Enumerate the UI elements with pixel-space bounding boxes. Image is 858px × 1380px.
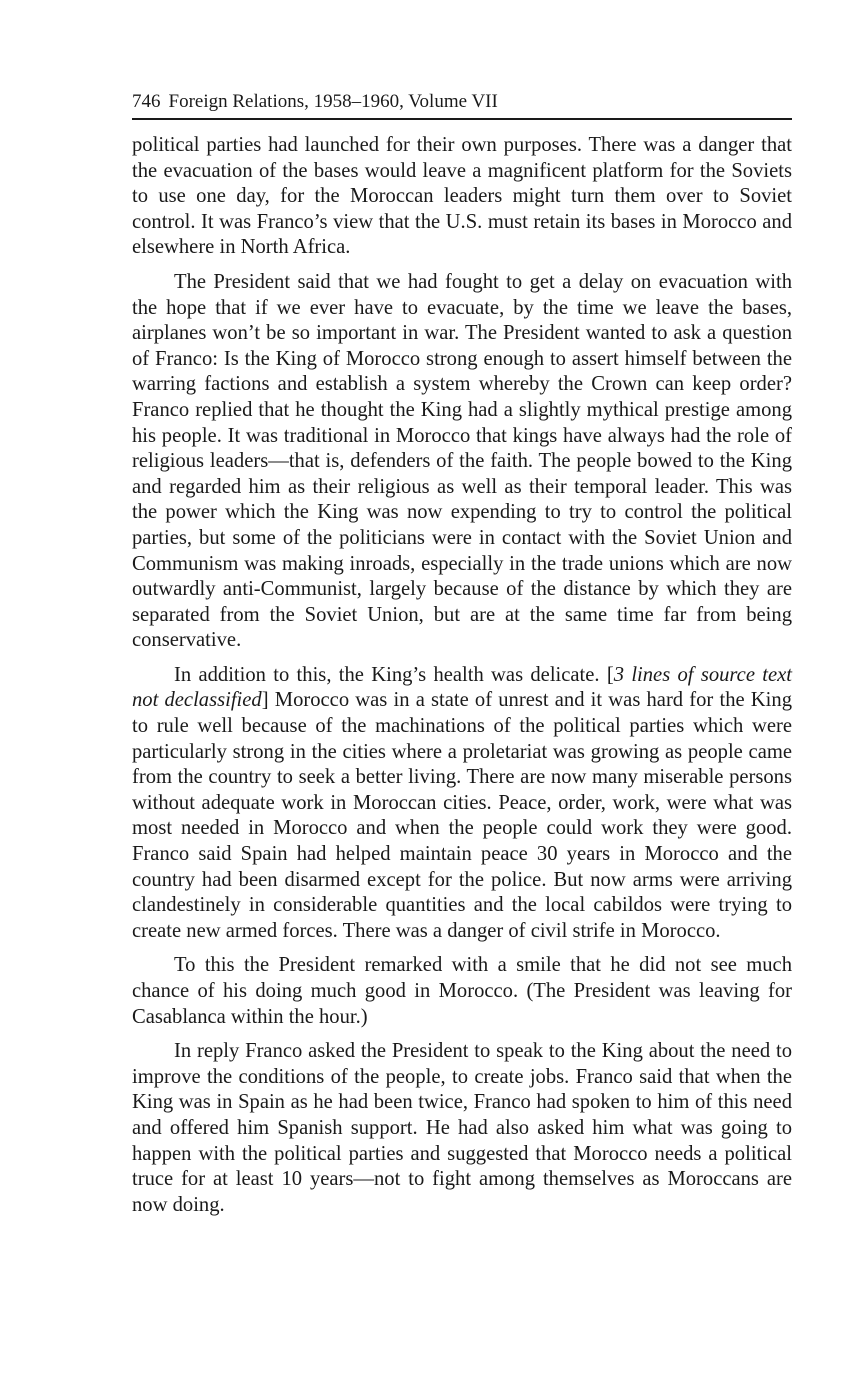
paragraph-3-before: In addition to this, the King’s health was delicate. [ bbox=[174, 663, 614, 686]
paragraph-3-after: ] Morocco was in a state of unrest and it was hard for the King to rule well because of the machinations of the political parties which were particularly strong in the cities where a proletariat was growing as people came from the country to seek a better living. There are now many miserable persons without adequate work in Moroccan cities. Peace, order, work, were what was most needed in Morocco and when the people could work they were good. Franco said Spain had helped maintain peace 30 years in Morocco and the country had been disarmed except for the police. But now arms were arriving clandestinely in considerable quantities and the local cabildos were trying to create new armed forces. There was a danger of civil strife in Morocco. bbox=[132, 689, 792, 942]
paragraph-2: The President said that we had fought to get a delay on evacuation with the hope that if we ever have to evacuate, by the time we leave the bases, airplanes won’t be so important in war. The President wanted to ask a question of Franco: Is the King of Morocco strong enough to assert himself between the warring factions and establish a system whereby the Crown can keep order? Franco replied that he thought the King had a slightly mythical prestige among his people. It was traditional in Morocco that kings have always had the role of religious leaders—that is, defenders of the faith. The people bowed to the King and regarded him as their religious as well as their temporal leader. This was the power which the King was now expending to try to control the political parties, but some of the politicians were in contact with the Soviet Union and Communism was making inroads, especially in the trade unions which are now outwardly anti-Communist, largely because of the distance by which they are separated from the Soviet Union, but are at the same time far from being conservative. bbox=[132, 270, 792, 652]
paragraph-5: In reply Franco asked the President to speak to the King about the need to improve the conditions of the people, to create jobs. Franco said that when the King was in Spain as he had been twice, Franco had spoken to him of this need and offered him Spanish support. He had also asked him what was going to happen with the political parties and suggested that Morocco needs a political truce for at least 10 years—not to fight among themselves as Moroccans are now doing. bbox=[132, 1040, 792, 1216]
paragraph-4: To this the President remarked with a smile that he did not see much chance of his doing much good in Morocco. (The President was leaving for Casablanca within the hour.) bbox=[132, 954, 792, 1028]
running-header bbox=[132, 88, 792, 120]
editorial-note: 3 lines of source text not declassified bbox=[132, 663, 792, 712]
volume-title: Foreign Relations, 1958–1960, Volume VII bbox=[168, 91, 498, 112]
body-text bbox=[132, 133, 792, 1218]
paragraph-3 bbox=[132, 663, 792, 945]
document-page bbox=[132, 88, 792, 1227]
page-number: 746 bbox=[132, 91, 161, 112]
paragraph-1: political parties had launched for their own purposes. There was a danger that the evacuation of the bases would leave a magnificent platform for the Soviets to use one day, for the Moroccan leaders might turn them over to Soviet control. It was Franco’s view that the U.S. must retain its bases in Morocco and elsewhere in North Africa. bbox=[132, 134, 792, 259]
